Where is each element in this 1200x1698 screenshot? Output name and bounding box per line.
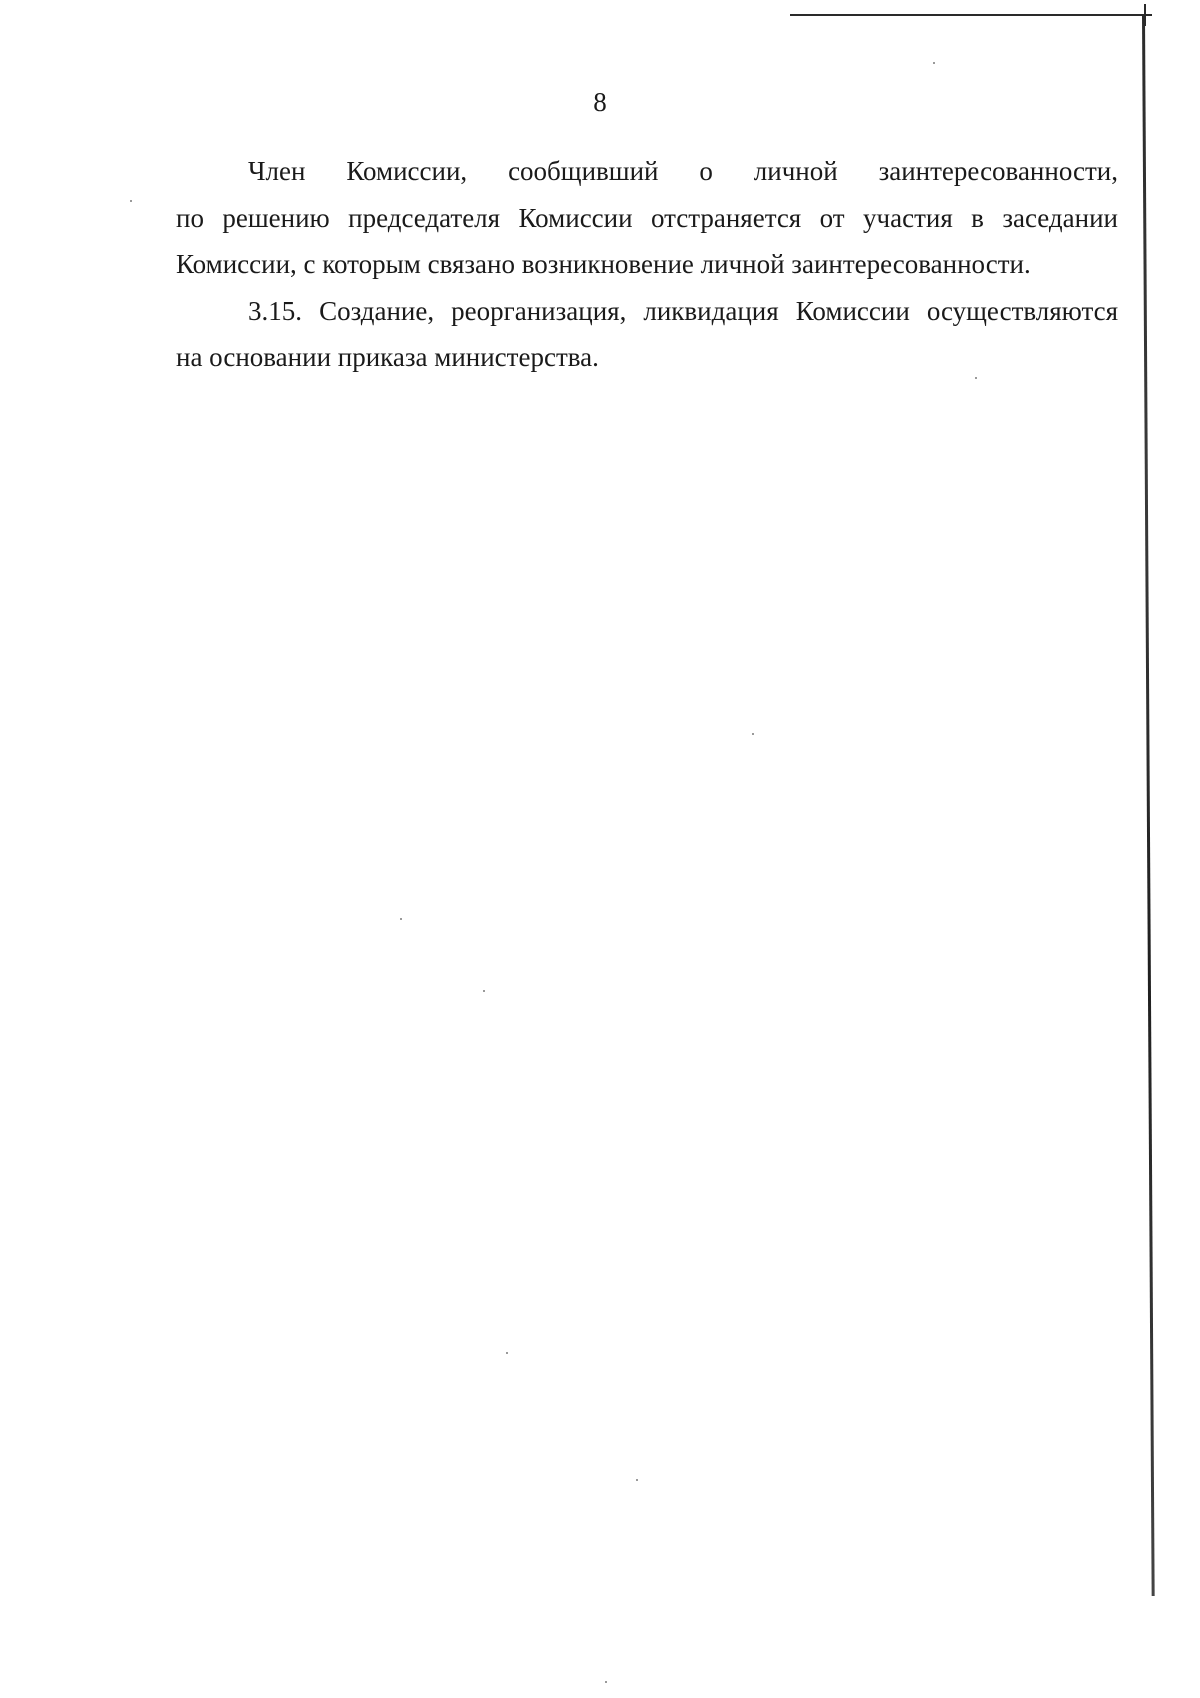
scan-speck: [933, 62, 935, 64]
scan-border-line-top: [790, 14, 1152, 16]
scan-speck: [506, 1352, 508, 1354]
scan-border-line-right: [1142, 16, 1155, 1596]
text-line: на основании приказа министерства.: [176, 342, 599, 372]
page-number: 8: [593, 87, 607, 117]
text-line: по решению председателя Комиссии отстраняется от участия в заседании: [176, 202, 1118, 233]
text-line: 3.15. Создание, реорганизация, ликвидация Комиссии осуществляются: [248, 295, 1118, 326]
paragraph: [176, 148, 1118, 288]
scan-speck: [483, 990, 485, 992]
paragraph: [176, 288, 1118, 381]
scan-speck: [605, 1681, 607, 1683]
scan-speck: [130, 200, 132, 202]
text-line: Комиссии, с которым связано возникновение личной заинтересованности.: [176, 249, 1031, 279]
scan-speck: [752, 733, 754, 735]
scan-speck: [400, 918, 402, 920]
scan-speck: [636, 1479, 638, 1481]
text-line: Член Комиссии, сообщивший о личной заинтересованности,: [248, 156, 1118, 186]
body-text: [176, 148, 1118, 381]
